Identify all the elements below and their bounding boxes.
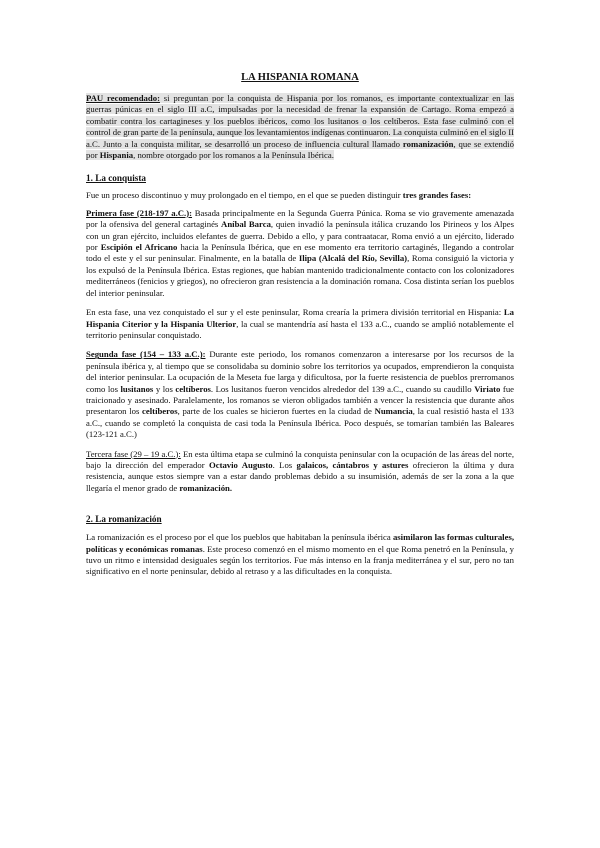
p3-text-1: Durante este periodo, los romanos comenzaron a interesarse por los recursos de la península ibérica y, al tiempo que se consolidaba su dominio sobre los territorios ya ocupados, emprendieron la conquista del interior peninsular. La ocupación de la Meseta fue larga y dificultosa, por la fuerte resistencia de pueblos prerromanos como los bbox=[86, 349, 514, 394]
intro-bold-hispania: Hispania bbox=[99, 150, 134, 161]
intro-text-2: , que se extendió por bbox=[86, 138, 514, 161]
intro-label: PAU recomendado: bbox=[86, 93, 160, 103]
document-title: LA HISPANIA ROMANA bbox=[241, 72, 359, 83]
p4-bold-octavio: Octavio Augusto bbox=[208, 459, 273, 470]
p3-bold-numancia: Numancia bbox=[374, 406, 413, 417]
p1-text-4: , Roma consiguió la victoria y los expulsó de la Península Ibérica. Estas regiones, que habían mantenido tradicionalmente contacto con los colonizadores mediterráneos (fenicios y griegos), no ofrecieron gran resistencia a la dominación romana. Cosa distinta serían los pueblos del interior peninsular. bbox=[86, 253, 515, 298]
lead-text: Fue un proceso discontinuo y muy prolongado en el tiempo, en el que se pueden distinguir bbox=[86, 190, 403, 201]
p3-bold-celtiberos: celtíberos bbox=[175, 383, 211, 394]
p1-text-2: , quien invadió la península itálica cruzando los Pirineos y los Alpes con un gran ejército, incluidos elefantes de guerra. Debido a ello, y para contraatacar, Roma envió a un ejército, liderado por bbox=[86, 219, 514, 253]
intro-paragraph bbox=[86, 93, 514, 161]
p1-text-3: hacia la Península Ibérica, que en ese momento era territorio cartaginés, llegando a controlar todo el este y el sur peninsular. Finalmente, en la batalla de bbox=[86, 242, 515, 264]
intro-bold-romanizacion: romanización bbox=[402, 138, 454, 149]
p4-text-3: ofrecieron la última y dura resistencia, aunque estos siempre van a estar dando problemas debido a su insumisión, además de ser la zona a la que llegaría el menor grado de bbox=[86, 459, 514, 493]
p1-bold-anibal: Aníbal Barca bbox=[221, 219, 271, 230]
p2-text-1: En esta fase, una vez conquistado el sur y el este peninsular, Roma crearía la primera división territorial en Hispania: bbox=[86, 307, 504, 318]
p3-bold-lusitanos: lusitanos bbox=[120, 383, 154, 394]
p3-text-4: fue traicionado y asesinado. Paralelamente, los romanos se vieron obligados también a vencer la resistencia que durante años presentaron los bbox=[86, 383, 515, 417]
lead-bold: tres grandes fases: bbox=[402, 190, 472, 201]
intro-text-3: , nombre otorgado por los romanos a la Península Ibérica. bbox=[133, 150, 334, 161]
conquista-lead-paragraph bbox=[86, 190, 514, 201]
p4-bold-romanizacion: romanización. bbox=[179, 482, 233, 493]
section-heading-romanizacion: 2. La romanización bbox=[86, 514, 162, 525]
r-bold-asimilaron: asimilaron las formas culturales, políticas y económicas romanas bbox=[86, 532, 514, 554]
primera-fase-paragraph bbox=[86, 208, 514, 299]
p1-bold-escipion: Escipión el Africano bbox=[100, 242, 178, 253]
p3-bold-viriato: Viriato bbox=[474, 383, 501, 394]
intro-highlight bbox=[86, 93, 514, 160]
romanizacion-paragraph bbox=[86, 532, 514, 578]
primera-fase-label: Primera fase (218-197 a.C.): bbox=[86, 207, 193, 218]
p2-bold-hispania-citerior-ulterior: La Hispania Citerior y la Hispania Ulterior bbox=[86, 307, 514, 329]
p4-text-1: En esta última etapa se culminó la conquista peninsular con la ocupación de las áreas del norte, bajo la dirección del emperador bbox=[86, 448, 514, 470]
p4-text-2: . Los bbox=[272, 459, 297, 470]
p3-text-6: , la cual resistió hasta el 133 a.C., cuando se completó la conquista de casi toda la Península Ibérica. Poco después, se tomarían también las Baleares (123-121 a.C.) bbox=[86, 406, 514, 440]
p3-bold-celtiberos-2: celtíberos bbox=[142, 406, 178, 417]
section-heading-conquista: 1. La conquista bbox=[86, 173, 146, 184]
r-text-2: . Este proceso comenzó en el mismo momento en el que Roma penetró en la Península, y tuvo un ritmo e intensidad desiguales según los territorios. Fue más intenso en la franja mediterránea y el sur, pero no tan significativo en el norte peninsular, debido al retraso y a las dificultades en la conquista. bbox=[86, 543, 514, 577]
p1-text-1: Basada principalmente en la Segunda Guerra Púnica. Roma se vio gravemente amenazada por la ofensiva del general cartaginés bbox=[86, 207, 514, 230]
intro-text-1: si preguntan por la conquista de Hispania por los romanos, es importante contextualizar en las guerras púnicas en el siglo III a.C, impulsadas por la necesidad de frenar la expansión de Cartago. Roma empezó a combatir contra los cartagineses y los pueblos ibéricos, como los lusitanos o los celtíberos. Esta fase culminó con el control de gran parte de la península, aunque los levantamientos indígenas continuaron. La conquista culminó en el siglo II a.C. Junto a la conquista militar, se desarrolló un proceso de influencia cultural llamado bbox=[86, 93, 514, 149]
p2-text-2: , la cual se mantendría así hasta el 133 a.C., cuando se amplió notablemente el territorio peninsular conquistado. bbox=[86, 318, 515, 340]
division-territorial-paragraph bbox=[86, 307, 514, 341]
p4-bold-pueblos-norte: galaicos, cántabros y astures bbox=[296, 459, 409, 470]
r-text-1: La romanización es el proceso por el que los pueblos que habitaban la península ibérica bbox=[86, 532, 393, 543]
p3-text-2: y los bbox=[153, 383, 176, 394]
p1-bold-ilipa: Ilipa (Alcalá del Río, Sevilla) bbox=[298, 253, 408, 264]
p3-text-3: . Los lusitanos fueron vencidos alrededor del 139 a.C., cuando su caudillo bbox=[210, 383, 475, 394]
segunda-fase-label: Segunda fase (154 – 133 a.C.): bbox=[86, 349, 206, 360]
tercera-fase-paragraph bbox=[86, 449, 514, 495]
p3-text-5: , parte de los cuales se hicieron fuertes en la ciudad de bbox=[177, 406, 375, 417]
segunda-fase-paragraph bbox=[86, 349, 514, 440]
tercera-fase-label: Tercera fase (29 – 19 a.C.): bbox=[86, 448, 181, 459]
